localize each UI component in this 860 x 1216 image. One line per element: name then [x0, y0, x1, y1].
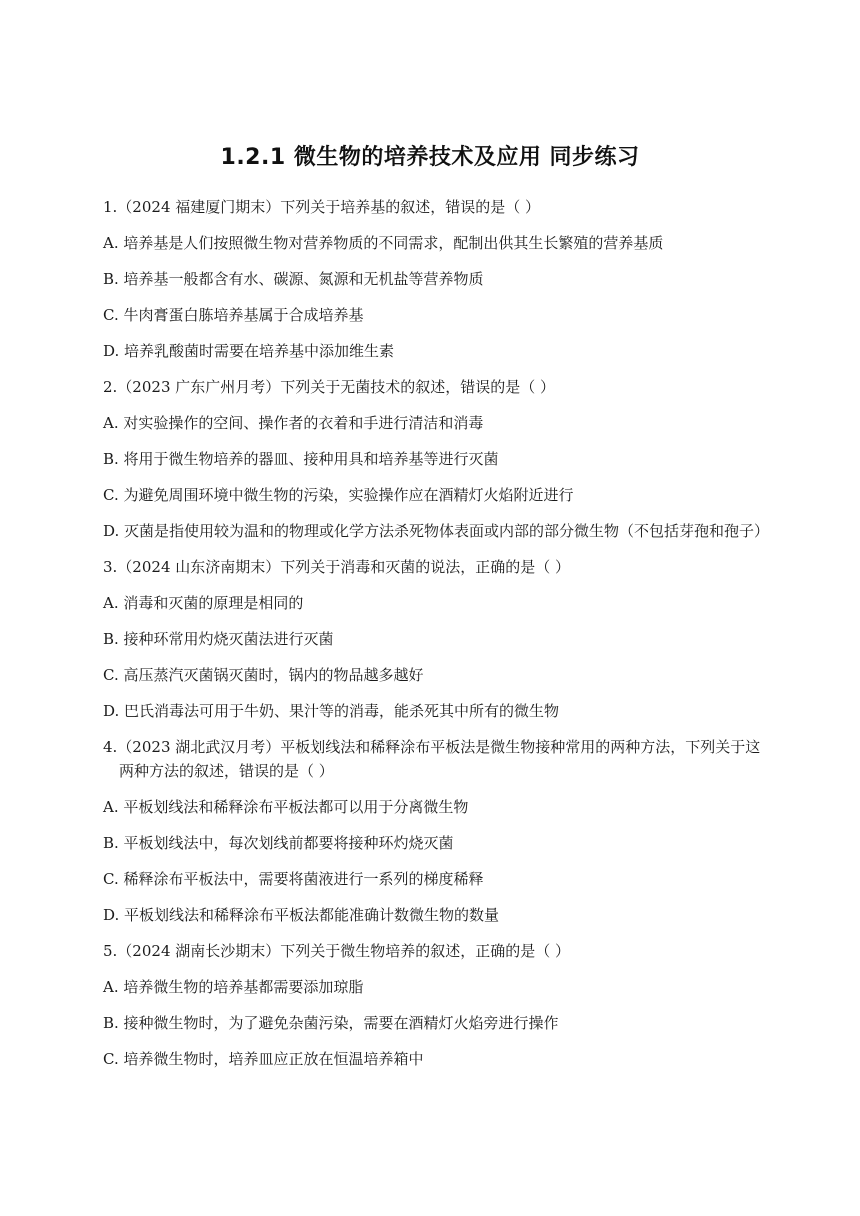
option: A. 平板划线法和稀释涂布平板法都可以用于分离微生物: [103, 798, 469, 816]
question-list: [103, 195, 770, 1083]
option: A. 培养基是人们按照微生物对营养物质的不同需求，配制出供其生长繁殖的营养基质: [103, 234, 664, 252]
option: B. 接种微生物时，为了避免杂菌污染，需要在酒精灯火焰旁进行操作: [103, 1014, 559, 1032]
option: B. 培养基一般都含有水、碳源、氮源和无机盐等营养物质: [103, 270, 484, 288]
question-stem: 5.（2024 湖南长沙期末）下列关于微生物培养的叙述，正确的是（ ）: [103, 942, 571, 960]
option: C. 培养微生物时，培养皿应正放在恒温培养箱中: [103, 1050, 424, 1068]
option: A. 消毒和灭菌的原理是相同的: [103, 594, 304, 612]
option: C. 为避免周围环境中微生物的污染，实验操作应在酒精灯火焰附近进行: [103, 486, 574, 504]
question-stem: 2.（2023 广东广州月考）下列关于无菌技术的叙述，错误的是（ ）: [103, 378, 556, 396]
page-title: 1.2.1 微生物的培养技术及应用 同步练习: [220, 145, 640, 170]
option: D. 巴氏消毒法可用于牛奶、果汁等的消毒，能杀死其中所有的微生物: [103, 702, 560, 720]
option: A. 对实验操作的空间、操作者的衣着和手进行清洁和消毒: [103, 414, 484, 432]
option: D. 灭菌是指使用较为温和的物理或化学方法杀死物体表面或内部的部分微生物（不包括芽孢和孢子）: [103, 522, 770, 540]
question-stem: 3.（2024 山东济南期末）下列关于消毒和灭菌的说法，正确的是（ ）: [103, 558, 571, 576]
option: C. 牛肉膏蛋白胨培养基属于合成培养基: [103, 306, 364, 324]
option: B. 平板划线法中，每次划线前都要将接种环灼烧灭菌: [103, 834, 454, 852]
option: B. 将用于微生物培养的器皿、接种用具和培养基等进行灭菌: [103, 450, 499, 468]
option: C. 高压蒸汽灭菌锅灭菌时，锅内的物品越多越好: [103, 666, 424, 684]
option: B. 接种环常用灼烧灭菌法进行灭菌: [103, 630, 334, 648]
option: D. 培养乳酸菌时需要在培养基中添加维生素: [103, 342, 395, 360]
question-stem: 4.（2023 湖北武汉月考）平板划线法和稀释涂布平板法是微生物接种常用的两种方法，下列关于这两种方法的叙述，错误的是（ ）: [103, 738, 761, 780]
question-stem: 1.（2024 福建厦门期末）下列关于培养基的叙述，错误的是（ ）: [103, 198, 541, 216]
option: C. 稀释涂布平板法中，需要将菌液进行一系列的梯度稀释: [103, 870, 484, 888]
option: A. 培养微生物的培养基都需要添加琼脂: [103, 978, 364, 996]
option: D. 平板划线法和稀释涂布平板法都能准确计数微生物的数量: [103, 906, 500, 924]
